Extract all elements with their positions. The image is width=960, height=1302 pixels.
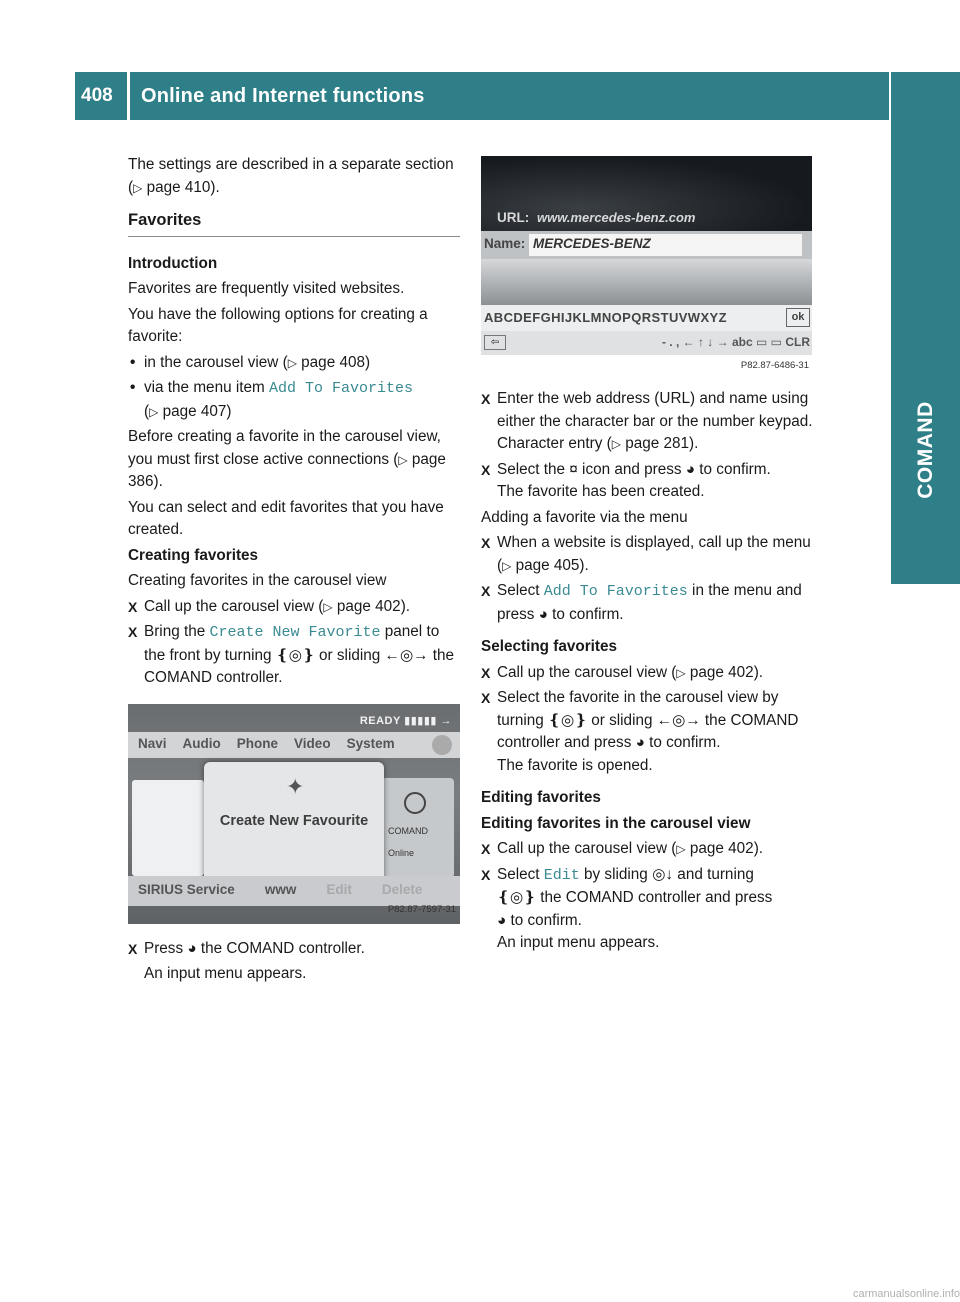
step-item: X Bring the Create New Favorite panel to the front by turning ❴◎❵ or sliding ←◎→ the COMAND controller. [128, 623, 454, 686]
tab-system: System [346, 736, 395, 752]
tab-navi: Navi [138, 736, 167, 752]
carousel-panel-create-new-favourite [204, 762, 384, 888]
subheading-editing: Editing favorites [481, 789, 601, 806]
menu-item-code: Add To Favorites [268, 380, 414, 397]
character-bar [481, 305, 812, 331]
xref-icon: ▷ [323, 599, 333, 614]
section-heading-favorites: Favorites [128, 209, 460, 237]
ok-icon: ¤ [569, 460, 578, 478]
xref-icon: ▷ [676, 665, 686, 680]
control-bar [481, 331, 812, 355]
page-number: 408 [81, 85, 113, 106]
xref-link[interactable]: page 386). [128, 450, 446, 490]
step-item: X Call up the carousel view (▷ page 402). [481, 838, 816, 861]
options-text: You have the following options for creating a favorite: [128, 305, 428, 345]
menu-delete: Delete [381, 882, 423, 898]
list-item: • via the menu item Add To Favorites (▷ page 407) [128, 377, 460, 423]
press-controller-icon: ◕ [685, 460, 696, 478]
subheading-selecting: Selecting favorites [481, 638, 618, 655]
character-bar-letters: ABCDEFGHIJKLMNOPQRSTUVWXYZ [484, 310, 727, 325]
step-marker-icon: X [481, 690, 491, 706]
creating-sub: Creating favorites in the carousel view [128, 572, 387, 589]
figure-code: P82.87-7597-31 [387, 904, 456, 915]
step-item: X Call up the carousel view (▷ page 402). [128, 596, 460, 619]
menu-sirius-service: SIRIUS Service [138, 882, 235, 898]
turn-controller-icon: ❴◎❵ [497, 889, 536, 906]
menu-edit: Edit [326, 882, 352, 898]
xref-icon: ▷ [676, 842, 686, 856]
turn-controller-icon: ❴◎❵ [275, 646, 315, 664]
xref-link[interactable]: page 408) [301, 353, 371, 371]
right-column [481, 388, 816, 958]
carousel-panel-right [382, 778, 454, 878]
step-marker-icon: X [481, 583, 491, 599]
carousel-screenshot [128, 704, 460, 924]
globe-icon [432, 735, 452, 755]
step-marker-icon: X [128, 940, 138, 957]
mercedes-star-icon [404, 792, 426, 814]
subheading-creating: Creating favorites [128, 546, 259, 564]
adding-sub: Adding a favorite via the menu [481, 508, 688, 526]
step-item: X Press ◕ the COMAND controller. [128, 938, 460, 961]
step-result: The favorite has been created. [497, 483, 705, 500]
tab-video: Video [294, 736, 331, 752]
ok-icon: ok [786, 308, 810, 327]
step-item: X Call up the carousel view (▷ page 402). [481, 662, 816, 685]
xref-icon: ▷ [133, 180, 143, 195]
press-controller-icon: ◕ [187, 939, 197, 957]
press-controller-icon: ◕ [538, 605, 548, 623]
panel-caption: Create New Favourite [219, 812, 369, 829]
figure-code: P82.87-6486-31 [740, 360, 809, 371]
step-result: An input menu appears. [144, 965, 307, 982]
name-label: Name: [484, 236, 526, 251]
xref-link[interactable]: page 405). [515, 556, 589, 574]
select-edit-text: You can select and edit favorites that you have created. [128, 498, 444, 538]
step-item: X Select Edit by sliding ◎↓ and turning ❴◎❵ the COMAND controller and press ◕ to confirm. An input menu appears. [481, 865, 773, 951]
step-marker-icon: X [481, 866, 491, 883]
slide-controller-icon: ←◎→ [384, 646, 429, 664]
step-marker-icon: X [481, 841, 491, 857]
step-marker-icon: X [128, 624, 138, 640]
step-result: An input menu appears. [497, 934, 660, 951]
xref-icon: ▷ [611, 437, 621, 451]
watermark: carmanualsonline.info [852, 1288, 960, 1300]
list-item: • in the carousel view (▷ page 408) [128, 352, 460, 375]
page-title: Online and Internet functions [141, 84, 425, 107]
menu-www: www [264, 882, 297, 898]
menu-item-code: Add To Favorites [543, 583, 688, 600]
menu-item-code: Create New Favorite [209, 624, 381, 641]
tab-phone: Phone [236, 736, 279, 752]
favourite-icon: ✦ [286, 773, 305, 799]
step-marker-icon: X [128, 598, 138, 615]
intro-paragraph: The settings are described in a separate section (▷ page 410). [128, 156, 454, 196]
url-value: www.mercedes-benz.com [537, 210, 696, 225]
step-marker-icon: X [481, 535, 491, 551]
slide-controller-icon: ←◎→ [656, 711, 701, 729]
carousel-panel-left [132, 780, 204, 876]
xref-icon: ▷ [502, 558, 512, 573]
press-controller-icon: ◕ [497, 911, 507, 929]
subheading-introduction: Introduction [128, 254, 218, 272]
xref-link[interactable]: page 281). [625, 435, 699, 452]
editing-sub: Editing favorites in the carousel view [481, 814, 751, 832]
step-item: X Enter the web address (URL) and name using either the character bar or the number keypad. Character entry (▷ page 281). [481, 390, 813, 452]
xref-icon: ▷ [287, 355, 297, 370]
left-column [128, 154, 460, 989]
back-icon: ⇦ [484, 335, 506, 350]
url-label: URL: [497, 210, 530, 225]
name-row [481, 231, 812, 259]
xref-link[interactable]: page 410). [146, 178, 220, 196]
xref-link[interactable]: page 402). [689, 663, 764, 681]
press-controller-icon: ◕ [635, 734, 645, 751]
name-field [529, 234, 802, 256]
screen-header [481, 156, 812, 231]
step-marker-icon: X [481, 461, 491, 478]
status-bar: READY ▮▮▮▮▮ → [359, 714, 452, 727]
xref-link[interactable]: page 402). [689, 840, 764, 857]
step-item: X Select Add To Favorites in the menu and press ◕ to confirm. [481, 582, 802, 623]
xref-link[interactable]: page 407) [162, 402, 232, 420]
turn-controller-icon: ❴◎❵ [548, 711, 588, 729]
control-keys: - . , ← ↑ ↓ → abc ▭ ▭ CLR [661, 335, 810, 349]
xref-icon: ▷ [398, 452, 408, 467]
before-text: Before creating a favorite in the carousel view, you must first close active connections (▷ page 386). [128, 428, 446, 490]
step-marker-icon: X [481, 391, 491, 407]
intro-text: Favorites are frequently visited websites. [128, 280, 405, 297]
step-item: X Select the ¤ icon and press ◕ to confirm. The favorite has been created. [481, 460, 771, 500]
input-menu-screenshot [481, 156, 812, 378]
main-menu-bar [128, 732, 460, 758]
step-marker-icon: X [481, 664, 491, 681]
menu-item-code: Edit [543, 866, 580, 884]
step-item: X When a website is displayed, call up the menu (▷ page 405). [481, 534, 811, 574]
name-value: MERCEDES-BENZ [533, 236, 651, 251]
screen-background [481, 259, 812, 305]
slide-controller-icon: ◎↓ [652, 865, 674, 883]
panel-caption: COMAND Online [388, 825, 428, 858]
xref-icon: ▷ [149, 404, 159, 419]
step-result: The favorite is opened. [497, 756, 653, 774]
xref-link[interactable]: page 402). [336, 597, 411, 615]
step-item: X Select the favorite in the carousel view by turning ❴◎❵ or sliding ←◎→ the COMAND controller and press ◕ to confirm. The favorite is opened. [481, 689, 799, 774]
section-tab-label: COMAND [913, 401, 937, 499]
tab-audio: Audio [182, 736, 221, 752]
page-header [75, 72, 889, 120]
